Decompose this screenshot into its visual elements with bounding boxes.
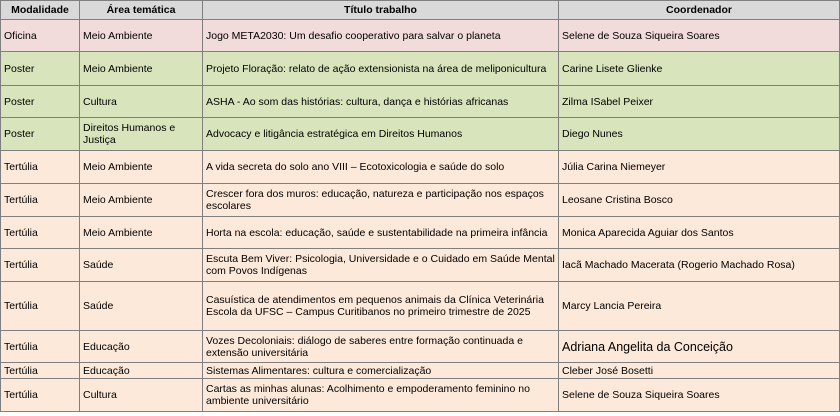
table-row bbox=[1, 363, 840, 379]
table-row bbox=[1, 249, 840, 282]
table-row bbox=[1, 52, 840, 86]
cell-coordenador: Marcy Lancia Pereira bbox=[559, 282, 840, 331]
cell-modalidade: Tertúlia bbox=[1, 363, 80, 379]
cell-modalidade: Tertúlia bbox=[1, 282, 80, 331]
cell-area: Saúde bbox=[80, 282, 203, 331]
cell-modalidade: Poster bbox=[1, 118, 80, 151]
cell-area: Cultura bbox=[80, 86, 203, 118]
cell-titulo: Crescer fora dos muros: educação, natureza e participação nos espaços escolares bbox=[203, 184, 559, 217]
table-row bbox=[1, 282, 840, 331]
table-row bbox=[1, 118, 840, 151]
header-row bbox=[1, 1, 840, 20]
cell-titulo: Cartas as minhas alunas: Acolhimento e empoderamento feminino no ambiente universitário bbox=[203, 379, 559, 412]
cell-coordenador: Carine Lisete Glienke bbox=[559, 52, 840, 86]
cell-titulo: A vida secreta do solo ano VIII – Ecotoxicologia e saúde do solo bbox=[203, 151, 559, 184]
cell-modalidade: Tertúlia bbox=[1, 217, 80, 249]
cell-modalidade: Tertúlia bbox=[1, 379, 80, 412]
cell-modalidade: Tertúlia bbox=[1, 331, 80, 363]
cell-modalidade: Tertúlia bbox=[1, 151, 80, 184]
table-row bbox=[1, 184, 840, 217]
cell-titulo: Projeto Floração: relato de ação extensionista na área de meliponicultura bbox=[203, 52, 559, 86]
table-row bbox=[1, 331, 840, 363]
header-modalidade: Modalidade bbox=[1, 1, 80, 20]
cell-modalidade: Poster bbox=[1, 52, 80, 86]
cell-area: Direitos Humanos e Justiça bbox=[80, 118, 203, 151]
cell-coordenador: Monica Aparecida Aguiar dos Santos bbox=[559, 217, 840, 249]
cell-area: Meio Ambiente bbox=[80, 184, 203, 217]
cell-coordenador: Iacã Machado Macerata (Rogerio Machado Rosa) bbox=[559, 249, 840, 282]
cell-titulo: Casuística de atendimentos em pequenos animais da Clínica Veterinária Escola da UFSC – Campus Curitibanos no primeiro trimestre de 2025 bbox=[203, 282, 559, 331]
cell-coordenador: Diego Nunes bbox=[559, 118, 840, 151]
cell-modalidade: Tertúlia bbox=[1, 184, 80, 217]
cell-titulo: Jogo META2030: Um desafio cooperativo para salvar o planeta bbox=[203, 20, 559, 52]
cell-titulo: Horta na escola: educação, saúde e sustentabilidade na primeira infância bbox=[203, 217, 559, 249]
cell-titulo: Sistemas Alimentares: cultura e comercialização bbox=[203, 363, 559, 379]
cell-modalidade: Tertúlia bbox=[1, 249, 80, 282]
cell-coordenador: Selene de Souza Siqueira Soares bbox=[559, 379, 840, 412]
cell-coordenador: Adriana Angelita da Conceição bbox=[559, 331, 840, 363]
cell-area: Meio Ambiente bbox=[80, 217, 203, 249]
header-coordenador: Coordenador bbox=[559, 1, 840, 20]
header-titulo-trabalho: Título trabalho bbox=[203, 1, 559, 20]
cell-coordenador: Júlia Carina Niemeyer bbox=[559, 151, 840, 184]
cell-area: Cultura bbox=[80, 379, 203, 412]
cell-area: Saúde bbox=[80, 249, 203, 282]
table-row bbox=[1, 20, 840, 52]
cell-titulo: Advocacy e litigância estratégica em Direitos Humanos bbox=[203, 118, 559, 151]
cell-modalidade: Oficina bbox=[1, 20, 80, 52]
cell-area: Meio Ambiente bbox=[80, 151, 203, 184]
cell-coordenador: Selene de Souza Siqueira Soares bbox=[559, 20, 840, 52]
cell-area: Meio Ambiente bbox=[80, 20, 203, 52]
cell-coordenador: Zilma ISabel Peixer bbox=[559, 86, 840, 118]
cell-titulo: Vozes Decoloniais: diálogo de saberes entre formação continuada e extensão universitária bbox=[203, 331, 559, 363]
cell-coordenador: Leosane Cristina Bosco bbox=[559, 184, 840, 217]
cell-titulo: ASHA - Ao som das histórias: cultura, dança e histórias africanas bbox=[203, 86, 559, 118]
cell-area: Educação bbox=[80, 331, 203, 363]
cell-modalidade: Poster bbox=[1, 86, 80, 118]
table-row bbox=[1, 217, 840, 249]
table-row bbox=[1, 86, 840, 118]
cell-coordenador: Cleber José Bosetti bbox=[559, 363, 840, 379]
table-row bbox=[1, 151, 840, 184]
cell-area: Meio Ambiente bbox=[80, 52, 203, 86]
cell-titulo: Escuta Bem Viver: Psicologia, Universidade e o Cuidado em Saúde Mental com Povos Indígenas bbox=[203, 249, 559, 282]
header-area-tematica: Área temática bbox=[80, 1, 203, 20]
table-row bbox=[1, 379, 840, 412]
cell-area: Educação bbox=[80, 363, 203, 379]
